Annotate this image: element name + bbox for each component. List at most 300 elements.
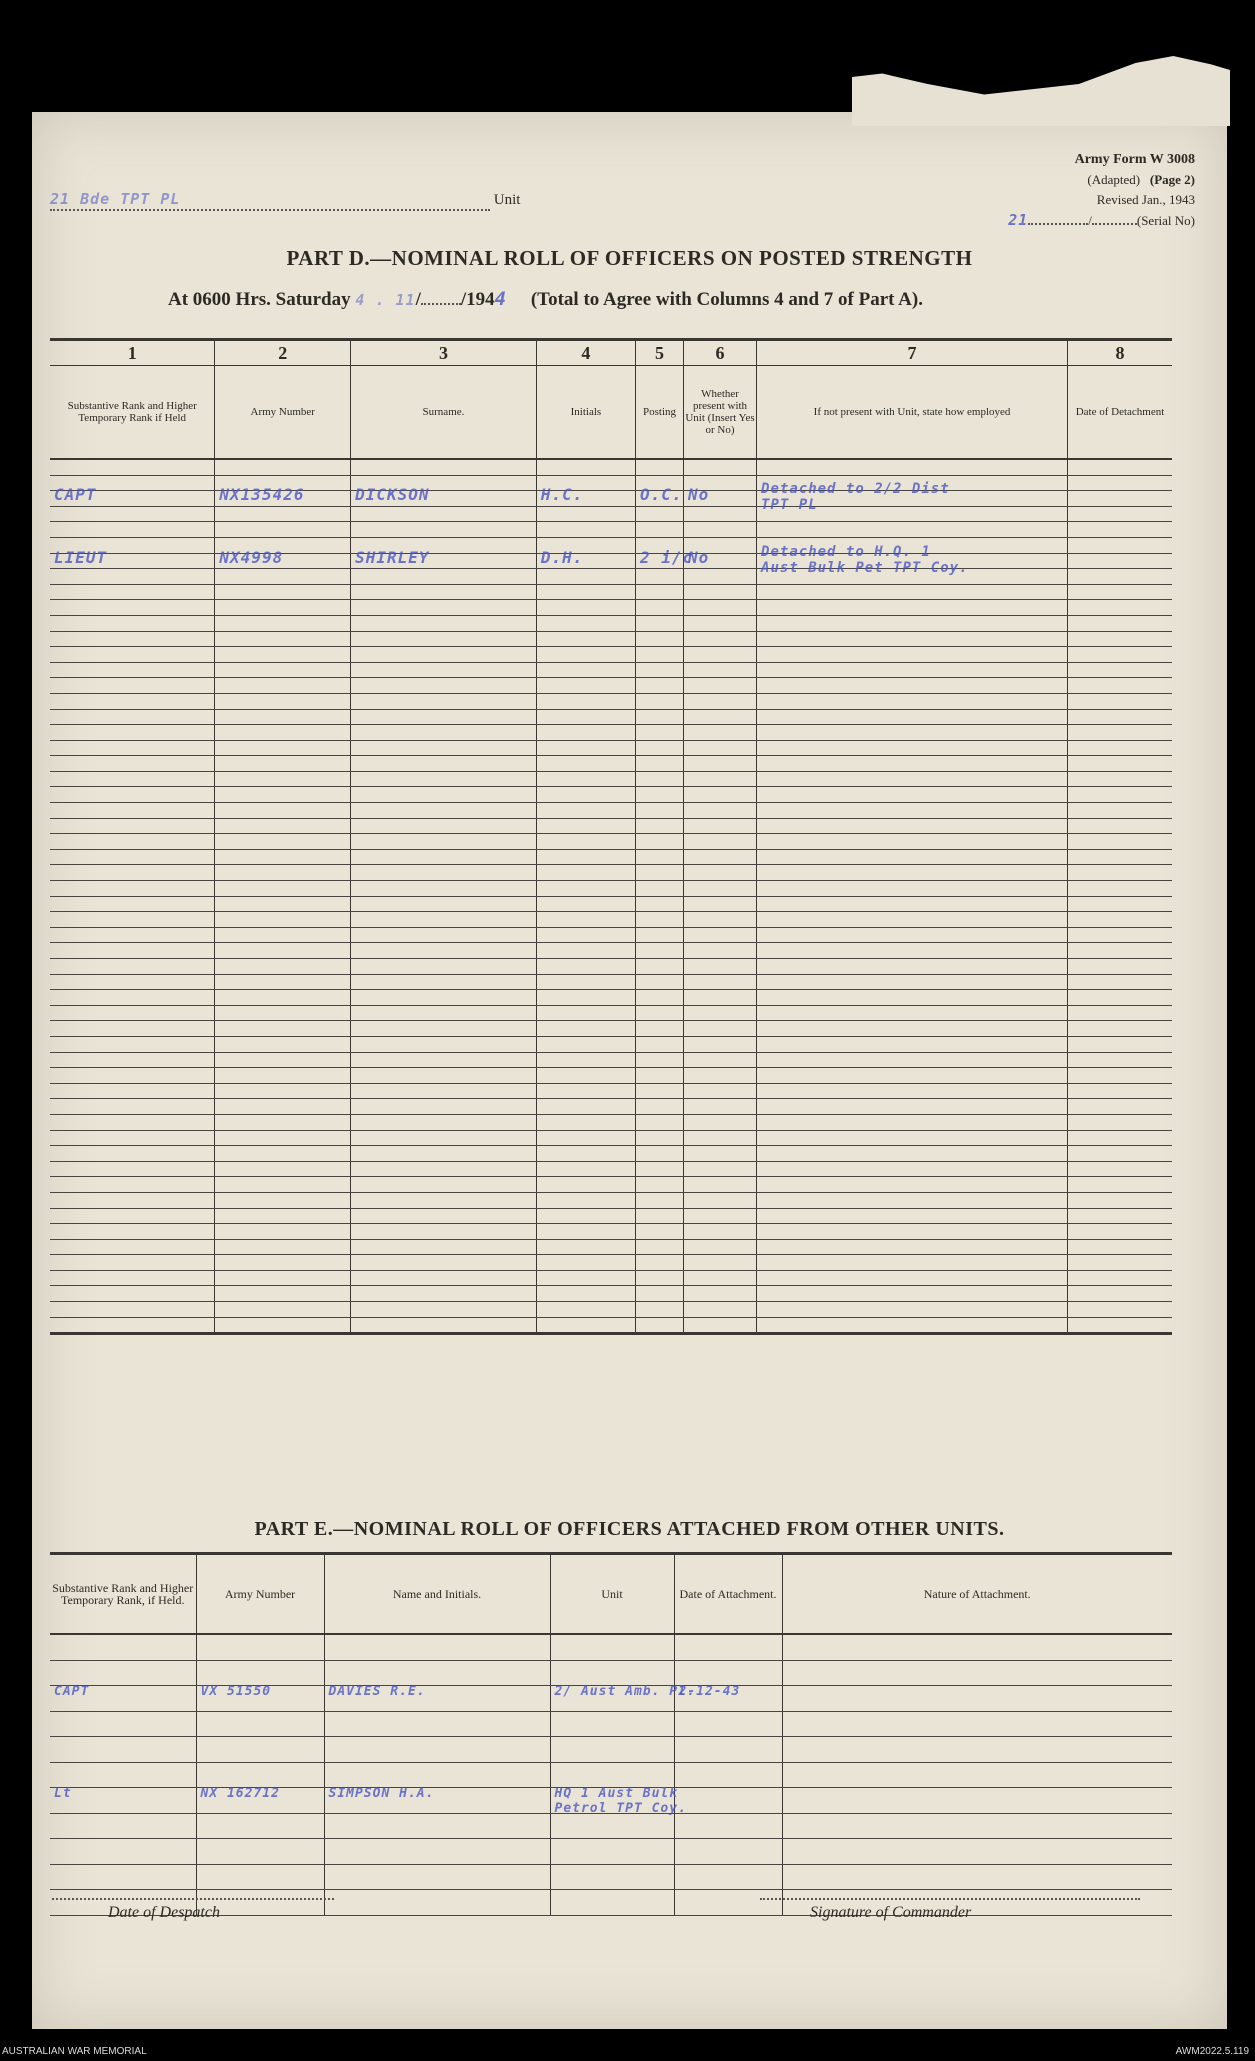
table-cell bbox=[196, 1711, 324, 1737]
table-cell bbox=[684, 1161, 757, 1177]
table-cell bbox=[536, 1114, 635, 1130]
table-cell bbox=[1068, 491, 1172, 507]
table-cell bbox=[550, 1634, 674, 1660]
table-row bbox=[50, 959, 1172, 975]
table-cell bbox=[1068, 787, 1172, 803]
table-cell bbox=[50, 647, 215, 663]
table-cell bbox=[757, 678, 1068, 694]
table-cell bbox=[757, 1005, 1068, 1021]
table-cell bbox=[536, 787, 635, 803]
table-row bbox=[50, 834, 1172, 850]
table-cell bbox=[684, 547, 757, 569]
table-cell bbox=[536, 771, 635, 787]
serial-value: 21 bbox=[1008, 211, 1029, 229]
table-cell bbox=[536, 1099, 635, 1115]
table-row bbox=[50, 1161, 1172, 1177]
table-cell bbox=[536, 1130, 635, 1146]
table-cell bbox=[684, 506, 757, 522]
table-cell bbox=[351, 1208, 537, 1224]
table-cell bbox=[757, 1146, 1068, 1162]
table-cell bbox=[50, 1161, 215, 1177]
table-cell bbox=[215, 865, 351, 881]
table-cell bbox=[782, 1634, 1172, 1660]
table-cell bbox=[1068, 1036, 1172, 1052]
table-cell bbox=[536, 615, 635, 631]
table-cell bbox=[757, 1021, 1068, 1037]
table-row bbox=[50, 1021, 1172, 1037]
table-cell bbox=[636, 881, 684, 897]
table-row bbox=[50, 1099, 1172, 1115]
serial-label: (Serial No) bbox=[1136, 213, 1195, 228]
table-cell bbox=[636, 1114, 684, 1130]
table-cell bbox=[757, 1255, 1068, 1271]
table-cell bbox=[351, 787, 537, 803]
table-cell bbox=[536, 990, 635, 1006]
table-cell bbox=[684, 522, 757, 538]
table-cell bbox=[684, 631, 757, 647]
table-cell bbox=[351, 1146, 537, 1162]
table-cell bbox=[215, 1177, 351, 1193]
table-cell bbox=[636, 600, 684, 616]
table-row bbox=[50, 600, 1172, 616]
table-cell bbox=[215, 740, 351, 756]
table-row bbox=[50, 1762, 1172, 1788]
table-cell bbox=[50, 896, 215, 912]
table-cell bbox=[636, 912, 684, 928]
table-cell bbox=[782, 1864, 1172, 1890]
table-cell bbox=[215, 1083, 351, 1099]
table-cell bbox=[757, 1192, 1068, 1208]
table-cell bbox=[196, 1864, 324, 1890]
table-cell bbox=[351, 1286, 537, 1302]
table-cell bbox=[757, 803, 1068, 819]
column-header: Army Number bbox=[196, 1554, 324, 1635]
table-cell bbox=[536, 1286, 635, 1302]
table-cell bbox=[636, 506, 684, 522]
table-cell bbox=[536, 1302, 635, 1318]
table-cell bbox=[324, 1839, 550, 1865]
table-cell bbox=[536, 818, 635, 834]
table-row bbox=[50, 1270, 1172, 1286]
table-cell bbox=[757, 771, 1068, 787]
table-cell bbox=[757, 927, 1068, 943]
table-cell bbox=[1068, 615, 1172, 631]
table-cell bbox=[550, 1684, 696, 1712]
table-cell bbox=[636, 927, 684, 943]
unit-line bbox=[50, 190, 520, 211]
table-cell bbox=[351, 1177, 537, 1193]
table-cell bbox=[215, 459, 351, 475]
column-number: 5 bbox=[636, 340, 684, 366]
table-cell bbox=[1068, 990, 1172, 1006]
table-row bbox=[50, 1737, 1172, 1763]
table-cell bbox=[536, 974, 635, 990]
table-cell bbox=[684, 615, 757, 631]
table-row bbox=[50, 771, 1172, 787]
unit-value: 21 Bde TPT PL bbox=[50, 190, 181, 208]
table-cell bbox=[636, 522, 684, 538]
table-cell bbox=[50, 584, 215, 600]
table-cell bbox=[536, 865, 635, 881]
table-cell bbox=[636, 615, 684, 631]
table-cell bbox=[1068, 1146, 1172, 1162]
table-row bbox=[50, 1660, 1172, 1686]
table-cell bbox=[351, 459, 537, 475]
table-cell bbox=[782, 1686, 1172, 1712]
column-number: 7 bbox=[757, 340, 1068, 366]
table-cell bbox=[636, 740, 684, 756]
table-cell bbox=[757, 600, 1068, 616]
table-cell bbox=[1068, 1239, 1172, 1255]
table-cell bbox=[636, 1161, 684, 1177]
table-cell bbox=[50, 1068, 215, 1084]
table-cell bbox=[196, 1762, 324, 1788]
table-cell bbox=[1068, 569, 1172, 585]
table-cell bbox=[684, 725, 757, 741]
table-cell bbox=[636, 1099, 684, 1115]
table-cell bbox=[1068, 834, 1172, 850]
table-cell bbox=[50, 693, 215, 709]
handwritten-rank: CAPT bbox=[54, 485, 97, 505]
table-cell bbox=[196, 1839, 324, 1865]
table-cell bbox=[50, 912, 215, 928]
table-cell bbox=[636, 1270, 684, 1286]
table-cell bbox=[50, 881, 215, 897]
table-cell bbox=[536, 485, 635, 507]
table-cell bbox=[351, 912, 537, 928]
table-row bbox=[50, 1005, 1172, 1021]
table-cell bbox=[351, 678, 537, 694]
table-cell bbox=[50, 1813, 196, 1839]
table-cell bbox=[536, 1005, 635, 1021]
table-cell bbox=[1068, 1052, 1172, 1068]
table-cell bbox=[536, 678, 635, 694]
table-row bbox=[50, 1302, 1172, 1318]
table-cell bbox=[536, 647, 635, 663]
table-cell bbox=[215, 1255, 351, 1271]
table-cell bbox=[50, 849, 215, 865]
table-cell bbox=[50, 1224, 215, 1240]
table-cell bbox=[1068, 1302, 1172, 1318]
table-row bbox=[50, 927, 1172, 943]
table-cell bbox=[684, 1021, 757, 1037]
table-cell bbox=[50, 1146, 215, 1162]
table-cell bbox=[684, 912, 757, 928]
table-cell bbox=[351, 1068, 537, 1084]
table-cell bbox=[684, 600, 757, 616]
table-cell bbox=[757, 693, 1068, 709]
table-cell bbox=[536, 506, 635, 522]
table-cell bbox=[757, 1317, 1068, 1334]
table-cell bbox=[684, 569, 757, 585]
table-cell bbox=[684, 1130, 757, 1146]
table-cell bbox=[215, 818, 351, 834]
table-cell bbox=[684, 1302, 757, 1318]
table-cell bbox=[757, 1114, 1068, 1130]
table-cell bbox=[1068, 927, 1172, 943]
column-header: Date of Attachment. bbox=[674, 1554, 782, 1635]
table-cell bbox=[684, 959, 757, 975]
table-cell bbox=[215, 547, 351, 569]
table-cell bbox=[757, 849, 1068, 865]
table-cell bbox=[684, 849, 757, 865]
table-cell bbox=[674, 1864, 782, 1890]
table-cell bbox=[1068, 1068, 1172, 1084]
column-header: Unit bbox=[550, 1554, 674, 1635]
table-cell bbox=[636, 1177, 684, 1193]
table-cell bbox=[684, 834, 757, 850]
table-cell bbox=[50, 787, 215, 803]
table-cell bbox=[674, 1788, 782, 1814]
table-cell bbox=[324, 1813, 550, 1839]
table-cell bbox=[50, 1192, 215, 1208]
column-header: Date of Detachment bbox=[1068, 366, 1172, 460]
table-cell bbox=[215, 600, 351, 616]
table-cell bbox=[215, 1099, 351, 1115]
table-cell bbox=[324, 1737, 550, 1763]
table-cell bbox=[1068, 1099, 1172, 1115]
table-cell bbox=[215, 631, 351, 647]
table-cell bbox=[50, 1686, 196, 1712]
table-cell bbox=[636, 943, 684, 959]
table-cell bbox=[684, 1239, 757, 1255]
unit-label: Unit bbox=[493, 192, 521, 208]
table-cell bbox=[782, 1711, 1172, 1737]
table-cell bbox=[536, 1161, 635, 1177]
table-cell bbox=[351, 803, 537, 819]
table-cell bbox=[50, 1114, 215, 1130]
table-cell bbox=[215, 959, 351, 975]
table-cell bbox=[1068, 912, 1172, 928]
table-cell bbox=[550, 1786, 687, 1816]
table-cell bbox=[50, 600, 215, 616]
table-cell bbox=[50, 1239, 215, 1255]
table-cell bbox=[636, 990, 684, 1006]
table-row bbox=[50, 818, 1172, 834]
table-cell bbox=[1068, 865, 1172, 881]
table-cell bbox=[50, 818, 215, 834]
table-row bbox=[50, 1052, 1172, 1068]
table-cell bbox=[757, 1099, 1068, 1115]
table-cell bbox=[50, 662, 215, 678]
table-cell bbox=[636, 709, 684, 725]
table-cell bbox=[536, 1052, 635, 1068]
table-cell bbox=[215, 1239, 351, 1255]
table-cell bbox=[636, 974, 684, 990]
table-cell bbox=[757, 990, 1068, 1006]
table-cell bbox=[215, 1224, 351, 1240]
table-row bbox=[50, 1036, 1172, 1052]
table-cell bbox=[351, 834, 537, 850]
table-cell bbox=[636, 725, 684, 741]
table-cell bbox=[757, 522, 1068, 538]
table-cell bbox=[50, 1021, 215, 1037]
table-cell bbox=[50, 1711, 196, 1737]
table-cell bbox=[636, 1317, 684, 1334]
torn-corner bbox=[852, 56, 1230, 126]
page-label: (Page 2) bbox=[1149, 172, 1195, 187]
table-cell bbox=[351, 709, 537, 725]
column-header: Surname. bbox=[351, 366, 537, 460]
table-cell bbox=[636, 647, 684, 663]
at-hours-label: At 0600 Hrs. Saturday bbox=[168, 289, 351, 310]
table-cell bbox=[674, 1762, 782, 1788]
table-cell bbox=[351, 1021, 537, 1037]
table-cell bbox=[757, 615, 1068, 631]
table-cell bbox=[757, 912, 1068, 928]
handwritten-number: VX 51550 bbox=[200, 1684, 272, 1699]
table-cell bbox=[1068, 522, 1172, 538]
table-cell bbox=[536, 943, 635, 959]
table-cell bbox=[1068, 475, 1172, 491]
table-cell bbox=[351, 943, 537, 959]
handwritten-name: DAVIES R.E. bbox=[328, 1684, 426, 1699]
table-cell bbox=[324, 1864, 550, 1890]
table-cell bbox=[351, 631, 537, 647]
table-cell bbox=[215, 569, 351, 585]
part-e-table bbox=[50, 1552, 1172, 1916]
table-cell bbox=[1068, 896, 1172, 912]
handwritten-employed: Detached to 2/2 Dist TPT PL bbox=[761, 481, 950, 514]
table-cell bbox=[757, 481, 1068, 514]
column-header: Substantive Rank and Higher Temporary Rank if Held bbox=[50, 366, 215, 460]
table-cell bbox=[50, 1317, 215, 1334]
table-cell bbox=[215, 927, 351, 943]
handwritten-rank: Lt bbox=[54, 1786, 72, 1801]
revised-label: Revised Jan., 1943 bbox=[1096, 192, 1195, 207]
table-cell bbox=[50, 1864, 196, 1890]
table-cell bbox=[757, 1208, 1068, 1224]
table-cell bbox=[351, 927, 537, 943]
table-cell bbox=[782, 1762, 1172, 1788]
table-cell bbox=[684, 693, 757, 709]
table-cell bbox=[50, 1208, 215, 1224]
table-cell bbox=[636, 459, 684, 475]
table-cell bbox=[50, 1660, 196, 1686]
table-cell bbox=[324, 1711, 550, 1737]
table-cell bbox=[50, 1083, 215, 1099]
table-cell bbox=[1068, 974, 1172, 990]
table-cell bbox=[215, 834, 351, 850]
table-row bbox=[50, 1068, 1172, 1084]
table-cell bbox=[50, 631, 215, 647]
handwritten-posting: 2 i/c bbox=[640, 547, 694, 567]
table-cell bbox=[757, 974, 1068, 990]
handwritten-surname: SHIRLEY bbox=[355, 547, 430, 567]
table-cell bbox=[50, 615, 215, 631]
table-cell bbox=[1068, 1317, 1172, 1334]
table-cell bbox=[782, 1788, 1172, 1814]
table-cell bbox=[1068, 818, 1172, 834]
table-cell bbox=[324, 1634, 550, 1660]
handwritten-rank: CAPT bbox=[54, 1684, 90, 1699]
table-cell bbox=[684, 1192, 757, 1208]
table-cell bbox=[351, 1083, 537, 1099]
column-header: Posting bbox=[636, 366, 684, 460]
handwritten-surname: DICKSON bbox=[355, 485, 430, 505]
table-cell bbox=[757, 1270, 1068, 1286]
handwritten-employed: Detached to H.Q. 1 Aust Bulk Pet TPT Coy. bbox=[761, 543, 969, 576]
table-cell bbox=[1068, 600, 1172, 616]
table-cell bbox=[351, 771, 537, 787]
table-cell bbox=[351, 1224, 537, 1240]
table-cell bbox=[550, 1890, 674, 1916]
table-cell bbox=[351, 647, 537, 663]
handwritten-name: SIMPSON H.A. bbox=[328, 1786, 435, 1801]
table-cell bbox=[684, 787, 757, 803]
table-cell bbox=[536, 522, 635, 538]
table-cell bbox=[550, 1711, 674, 1737]
table-row bbox=[50, 803, 1172, 819]
table-cell bbox=[636, 1052, 684, 1068]
part-d-column-numbers bbox=[50, 340, 1172, 366]
part-d-table bbox=[50, 338, 1172, 1335]
table-cell bbox=[636, 547, 694, 569]
table-cell bbox=[536, 1239, 635, 1255]
table-cell bbox=[684, 1146, 757, 1162]
handwritten-present: No bbox=[688, 485, 710, 505]
table-row bbox=[50, 709, 1172, 725]
table-cell bbox=[757, 1068, 1068, 1084]
table-cell bbox=[757, 662, 1068, 678]
table-cell bbox=[351, 547, 537, 569]
table-cell bbox=[550, 1660, 674, 1686]
table-cell bbox=[636, 818, 684, 834]
table-cell bbox=[684, 1177, 757, 1193]
table-row bbox=[50, 990, 1172, 1006]
table-cell bbox=[1068, 1005, 1172, 1021]
table-cell bbox=[215, 1286, 351, 1302]
table-row bbox=[50, 647, 1172, 663]
table-cell bbox=[674, 1737, 782, 1763]
table-cell bbox=[215, 912, 351, 928]
table-cell bbox=[1068, 959, 1172, 975]
table-cell bbox=[351, 881, 537, 897]
table-cell bbox=[215, 1192, 351, 1208]
table-cell bbox=[1068, 849, 1172, 865]
table-row bbox=[50, 1286, 1172, 1302]
table-cell bbox=[215, 506, 351, 522]
table-row bbox=[50, 865, 1172, 881]
table-cell bbox=[1068, 943, 1172, 959]
table-cell bbox=[684, 1224, 757, 1240]
table-cell bbox=[1068, 1177, 1172, 1193]
table-cell bbox=[351, 1114, 537, 1130]
table-cell bbox=[757, 1130, 1068, 1146]
table-cell bbox=[536, 459, 635, 475]
table-cell bbox=[351, 1005, 537, 1021]
table-cell bbox=[636, 1224, 684, 1240]
table-cell bbox=[351, 1270, 537, 1286]
table-cell bbox=[50, 485, 215, 507]
table-cell bbox=[50, 1099, 215, 1115]
table-row bbox=[50, 1239, 1172, 1255]
table-cell bbox=[215, 522, 351, 538]
table-cell bbox=[50, 1788, 196, 1814]
table-cell bbox=[50, 506, 215, 522]
table-cell bbox=[50, 1762, 196, 1788]
table-cell bbox=[536, 1317, 635, 1334]
table-cell bbox=[50, 803, 215, 819]
table-cell bbox=[536, 1177, 635, 1193]
table-cell bbox=[50, 771, 215, 787]
table-cell bbox=[684, 485, 757, 507]
table-cell bbox=[351, 740, 537, 756]
table-row bbox=[50, 912, 1172, 928]
table-cell bbox=[684, 1052, 757, 1068]
table-cell bbox=[684, 1317, 757, 1334]
column-header: Nature of Attachment. bbox=[782, 1554, 1172, 1635]
